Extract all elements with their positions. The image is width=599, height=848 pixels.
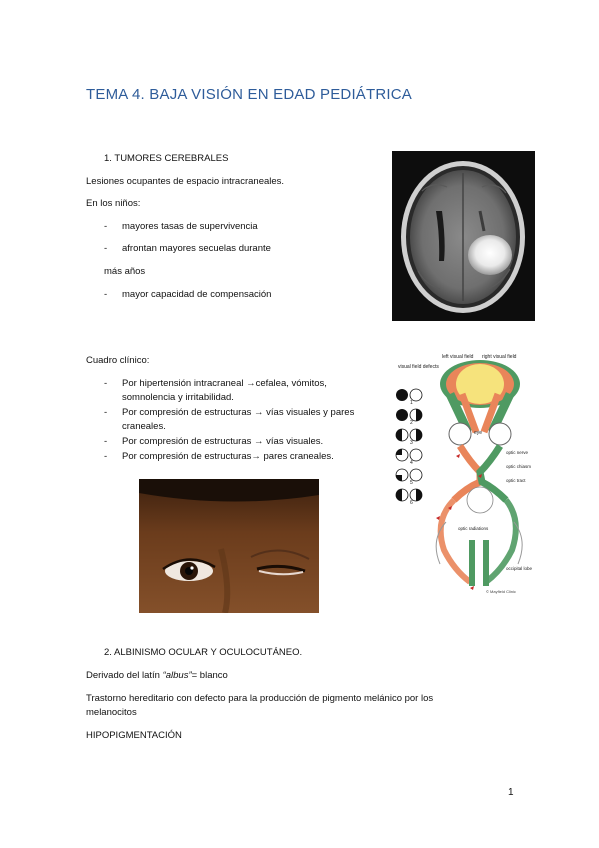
list-item: - Por compresión de estructuras → vías visuales. (122, 436, 323, 448)
list-continuation: más años (104, 266, 146, 277)
list-item: - mayor capacidad de compensación (122, 289, 271, 301)
visual-field-defect-icons (396, 389, 422, 501)
list-item: - Por compresión de estructuras→ pares craneales. (122, 451, 334, 463)
optic-chiasm-label: optic chiasm (506, 464, 532, 469)
optic-radiations-label: optic radiations (458, 526, 489, 531)
optic-nerve-label: optic nerve (506, 450, 529, 455)
defects-label: visual field defects (398, 364, 439, 370)
hypopigmentation-label: HIPOPIGMENTACIÓN (86, 730, 182, 741)
list-item: - mayores tasas de supervivencia (122, 221, 258, 233)
section2-heading: 2. ALBINISMO OCULAR Y OCULOCUTÁNEO. (104, 647, 303, 658)
optic-tract-label: optic tract (506, 478, 526, 483)
section1-heading: 1. TUMORES CEREBRALES (104, 153, 229, 164)
credit-label: © Mayfield Clinic (486, 589, 516, 594)
svg-text:5: 5 (410, 480, 413, 486)
derived-prefix: Derivado del latín (86, 670, 163, 681)
derived-suffix: = blanco (191, 670, 228, 681)
svg-text:1: 1 (410, 400, 413, 406)
disorder-line-1: Trastorno hereditario con defecto para la producción de pigmento melánico por los (86, 693, 434, 704)
svg-text:6: 6 (410, 500, 413, 506)
svg-text:4: 4 (410, 460, 413, 466)
svg-text:3: 3 (410, 440, 413, 446)
section1-intro: Lesiones ocupantes de espacio intracraneales. (86, 176, 285, 187)
children-label: En los niños: (86, 198, 141, 209)
occipital-lobe-label: occipital lobe (506, 566, 533, 571)
clinical-heading: Cuadro clínico: (86, 355, 150, 366)
disorder-line-2: melanocitos (86, 707, 137, 718)
eye-label: eye (474, 430, 483, 436)
page-number: 1 (508, 787, 514, 798)
visual-pathway-diagram (390, 350, 534, 598)
list-item-continuation: somnolencia y irritabilidad. (122, 392, 234, 403)
right-field-label: right visual field (482, 354, 517, 360)
child-eye-photo (139, 479, 319, 613)
derived-line (86, 670, 228, 682)
list-item: - Por compresión de estructuras → vías visuales y pares (122, 407, 354, 419)
list-item: - afrontan mayores secuelas durante (122, 243, 271, 255)
svg-text:2: 2 (410, 420, 413, 426)
list-item: - Por hipertensión intracraneal →cefalea, vómitos, (122, 378, 327, 390)
derived-word: “albus” (162, 670, 192, 681)
document-title: TEMA 4. BAJA VISIÓN EN EDAD PEDIÁTRICA (86, 86, 413, 103)
brain-mri-image (392, 151, 535, 321)
left-field-label: left visual field (442, 354, 474, 360)
list-item-continuation: craneales. (122, 421, 166, 432)
